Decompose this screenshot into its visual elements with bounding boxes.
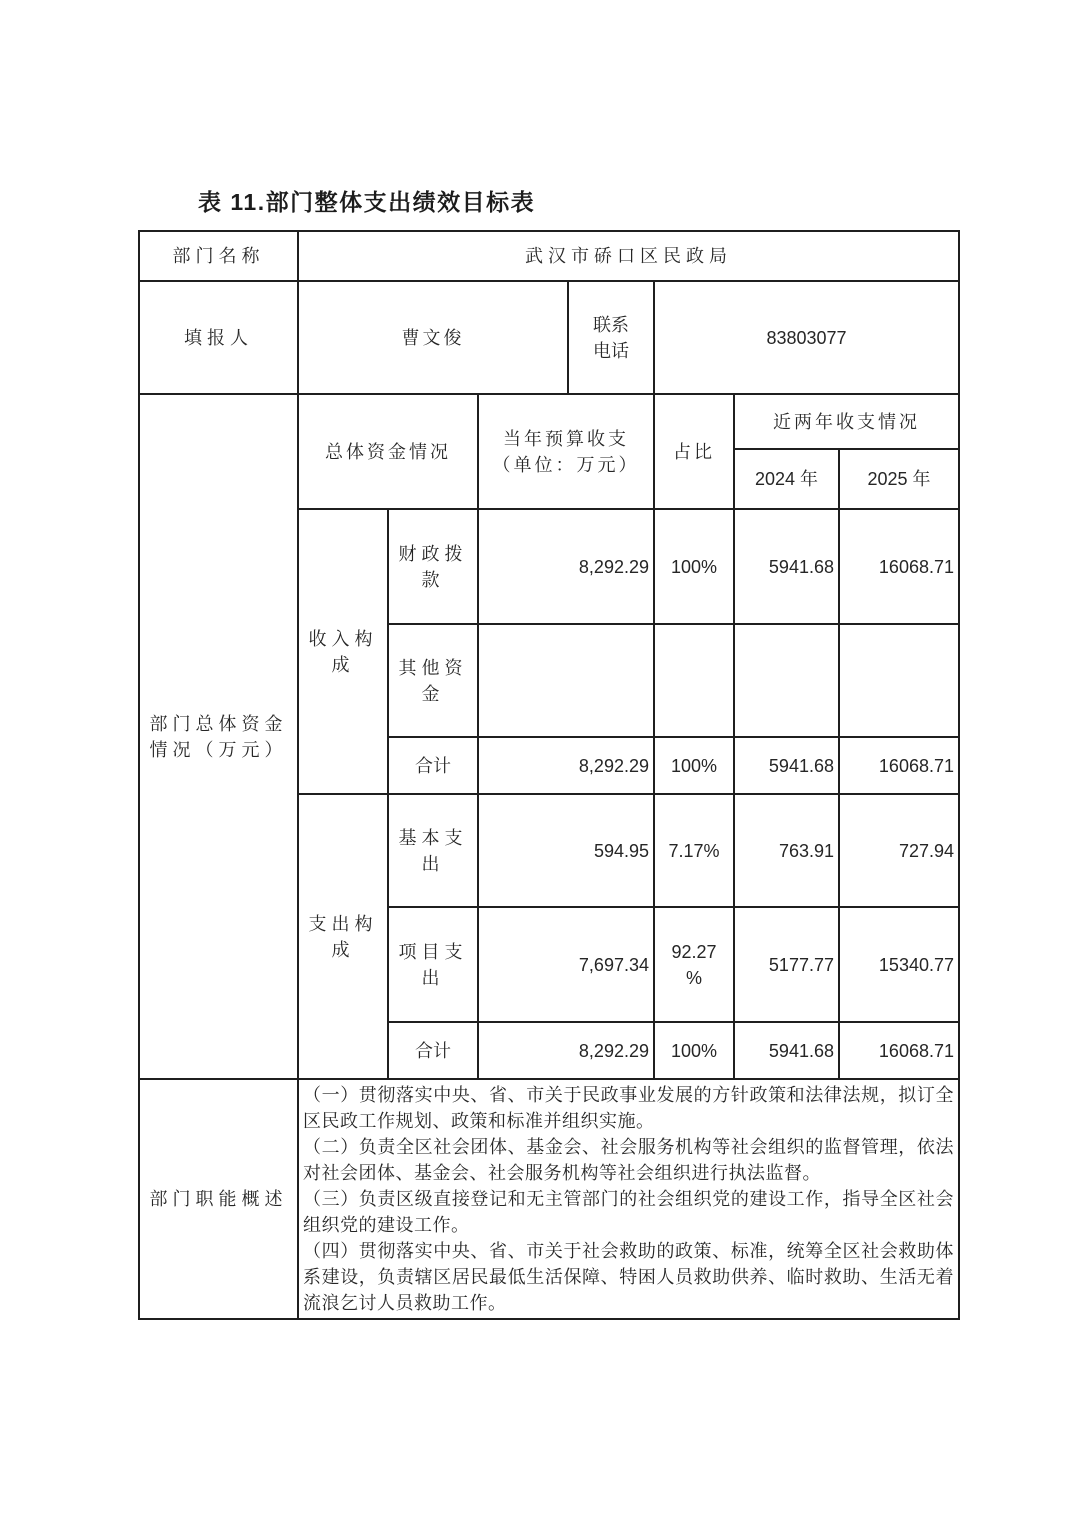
- income-total-2025: 16068.71: [839, 737, 959, 794]
- fiscal-2025: 16068.71: [839, 509, 959, 624]
- header-ratio: 占比: [654, 394, 734, 509]
- header-current-budget: [478, 394, 654, 509]
- overview-label: 部门职能概述: [139, 1079, 298, 1319]
- fiscal-ratio: 100%: [654, 509, 734, 624]
- overview-paragraph-4: （四）贯彻落实中央、省、市关于社会救助的政策、标准，统筹全区社会救助体系建设，负责辖区居民最低生活保障、特困人员救助供养、临时救助、生活无着流浪乞讨人员救助工作。: [303, 1241, 954, 1313]
- project-ratio: [654, 907, 734, 1022]
- fiscal-label-line2: 款: [421, 569, 445, 590]
- overview-paragraph-3: （三）负责区级直接登记和无主管部门的社会组织党的建设工作，指导全区社会组织党的建设工作。: [303, 1189, 954, 1235]
- other-2024: [734, 624, 839, 737]
- other-ratio: [654, 624, 734, 737]
- basic-budget: 594.95: [478, 794, 654, 907]
- expense-group-line1: 支出构: [308, 913, 378, 934]
- row-filler-phone: [139, 281, 959, 394]
- income-group-label: [298, 509, 388, 794]
- income-total-label: 合计: [388, 737, 478, 794]
- dept-name-value: 武汉市硚口区民政局: [298, 231, 959, 281]
- income-total-2024: 5941.68: [734, 737, 839, 794]
- funding-section-label-line1: 部门总体资金: [149, 713, 288, 734]
- basic-expense-line2: 出: [421, 853, 445, 874]
- expense-total-budget: 8,292.29: [478, 1022, 654, 1079]
- header-year-2024: 2024 年: [734, 449, 839, 509]
- funding-section-label: [139, 394, 298, 1079]
- project-ratio-line1: 92.27: [671, 941, 717, 962]
- filler-value: 曹文俊: [298, 281, 568, 394]
- phone-value: 83803077: [654, 281, 959, 394]
- expense-total-2025: 16068.71: [839, 1022, 959, 1079]
- other-funds-line2: 金: [421, 683, 445, 704]
- funding-section-label-line2: 情况（万元）: [149, 739, 288, 760]
- performance-target-table: [138, 230, 960, 1320]
- basic-2025: 727.94: [839, 794, 959, 907]
- overview-paragraph-1: （一）贯彻落实中央、省、市关于民政事业发展的方针政策和法律法规，拟订全区民政工作规划、政策和标准并组织实施。: [303, 1085, 954, 1131]
- project-expense-label: [388, 907, 478, 1022]
- header-current-budget-line1: 当年预算收支: [503, 428, 629, 449]
- expense-group-line2: 成: [331, 939, 355, 960]
- page-title: 表 11.部门整体支出绩效目标表: [198, 189, 536, 215]
- other-funds-label: [388, 624, 478, 737]
- project-ratio-line2: %: [685, 967, 702, 988]
- phone-label-line2: 电话: [593, 340, 629, 361]
- dept-name-label: 部门名称: [139, 231, 298, 281]
- header-recent-years: 近两年收支情况: [734, 394, 959, 449]
- other-2025: [839, 624, 959, 737]
- expense-total-label: 合计: [388, 1022, 478, 1079]
- header-overall-funds: 总体资金情况: [298, 394, 478, 509]
- overview-paragraph-2: （二）负责全区社会团体、基金会、社会服务机构等社会组织的监督管理，依法对社会团体、基金会、社会服务机构等社会组织进行执法监督。: [303, 1137, 954, 1183]
- fiscal-label-line1: 财政拨: [398, 543, 468, 564]
- basic-ratio: 7.17%: [654, 794, 734, 907]
- phone-label-line1: 联系: [593, 314, 629, 335]
- income-group-line1: 收入构: [308, 628, 378, 649]
- phone-label: [568, 281, 654, 394]
- basic-expense-line1: 基本支: [398, 827, 468, 848]
- header-current-budget-line2: （单位：万元）: [492, 454, 640, 475]
- expense-total-2024: 5941.68: [734, 1022, 839, 1079]
- fiscal-label: [388, 509, 478, 624]
- basic-2024: 763.91: [734, 794, 839, 907]
- fiscal-2024: 5941.68: [734, 509, 839, 624]
- fiscal-budget: 8,292.29: [478, 509, 654, 624]
- other-budget: [478, 624, 654, 737]
- other-funds-line1: 其他资: [398, 657, 468, 678]
- project-expense-line2: 出: [421, 967, 445, 988]
- project-2024: 5177.77: [734, 907, 839, 1022]
- income-total-ratio: 100%: [654, 737, 734, 794]
- header-year-2025: 2025 年: [839, 449, 959, 509]
- row-functions-overview: [139, 1079, 959, 1319]
- project-expense-line1: 项目支: [398, 941, 468, 962]
- income-total-budget: 8,292.29: [478, 737, 654, 794]
- row-department-name: [139, 231, 959, 281]
- expense-total-ratio: 100%: [654, 1022, 734, 1079]
- project-budget: 7,697.34: [478, 907, 654, 1022]
- income-group-line2: 成: [331, 654, 355, 675]
- filler-label: 填报人: [139, 281, 298, 394]
- row-funding-header: [139, 394, 959, 449]
- expense-group-label: [298, 794, 388, 1079]
- project-2025: 15340.77: [839, 907, 959, 1022]
- overview-text: [298, 1079, 959, 1319]
- basic-expense-label: [388, 794, 478, 907]
